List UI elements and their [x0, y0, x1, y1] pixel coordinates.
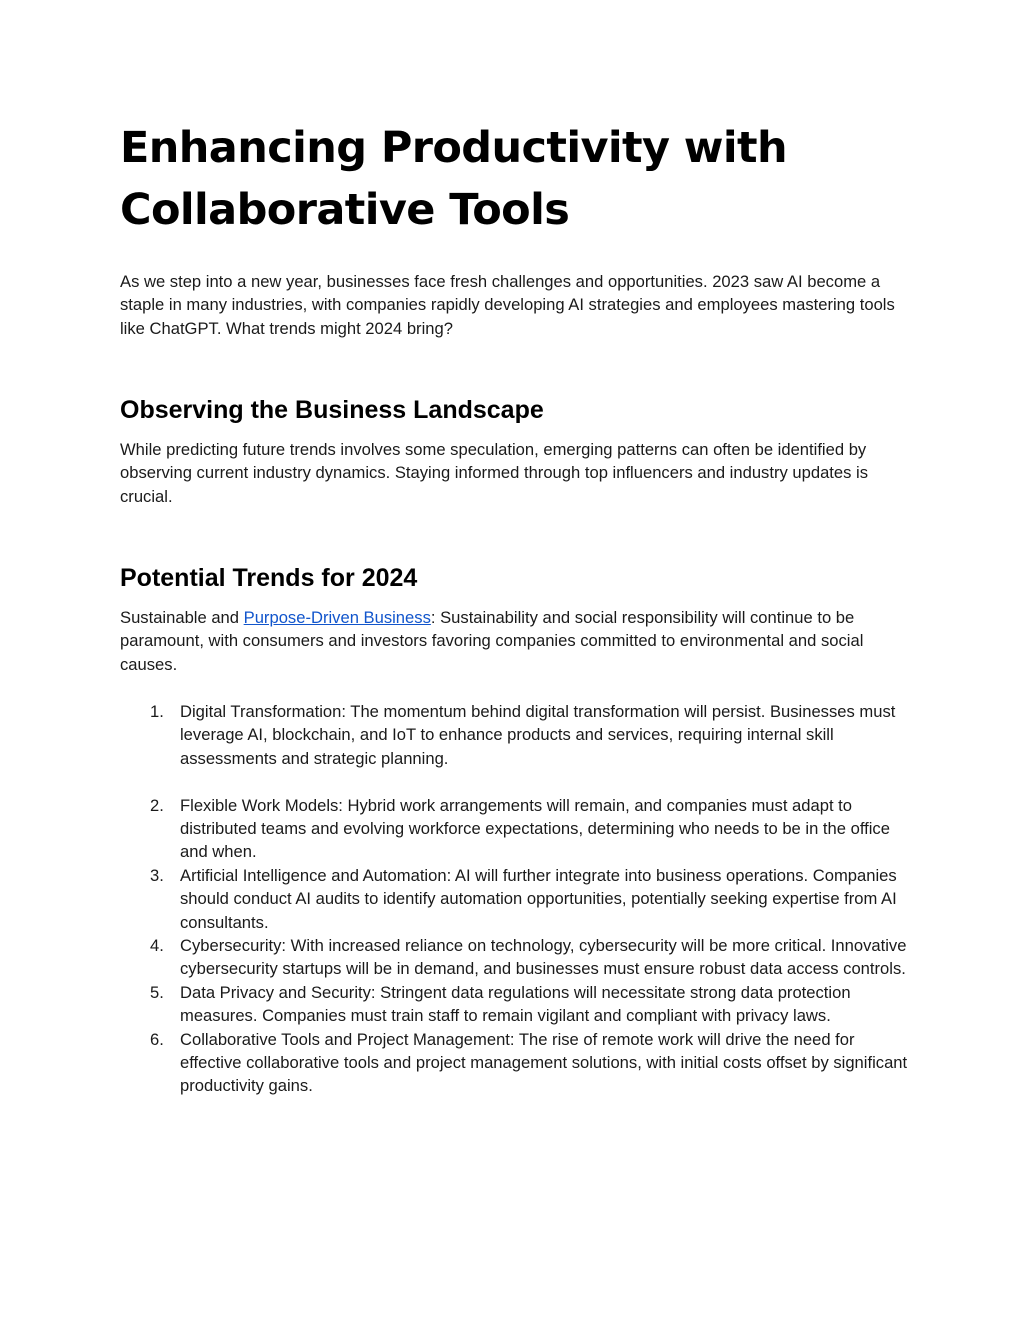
list-item-text: Flexible Work Models: Hybrid work arrangements will remain, and companies must adapt to distributed teams and evolving workforce expectations, determining who needs to be in the office and when. [180, 795, 890, 862]
list-item-number: 5. [150, 982, 164, 1002]
list-item [120, 794, 910, 864]
trends-body-prefix: Sustainable and [120, 608, 244, 627]
list-item [120, 864, 910, 934]
list-item [120, 700, 910, 770]
list-item-text: Collaborative Tools and Project Management: The rise of remote work will drive the need for effective collaborative tools and project management solutions, with initial costs offset by significant productivity gains. [180, 1029, 908, 1096]
list-item [120, 934, 910, 981]
list-item-number: 3. [150, 865, 164, 885]
list-item-text: Digital Transformation: The momentum behind digital transformation will persist. Businesses must leverage AI, blockchain, and IoT to enhance products and services, requiring internal skill assessments and strategic planning. [180, 702, 896, 768]
section-body-observing: While predicting future trends involves some speculation, emerging patterns can often be identified by observing current industry dynamics. Staying informed through top influencers and industry updates is crucial. [120, 440, 869, 506]
section-body-trends [120, 606, 905, 676]
intro-paragraph: As we step into a new year, businesses face fresh challenges and opportunities. 2023 saw AI become a staple in many industries, with companies rapidly developing AI strategies and employees mastering tools like ChatGPT. What trends might 2024 bring? [120, 272, 895, 338]
section-heading-observing: Observing the Business Landscape [120, 396, 544, 424]
list-item-number: 2. [150, 795, 164, 815]
list-item-number: 6. [150, 1029, 164, 1049]
list-item [120, 981, 910, 1028]
list-item-text: Data Privacy and Security: Stringent data regulations will necessitate strong data protection measures. Companies must train staff to remain vigilant and compliant with privacy laws. [180, 982, 851, 1026]
section-heading-trends: Potential Trends for 2024 [120, 564, 418, 592]
document-title: Enhancing Productivity with Collaborative Tools [120, 123, 788, 235]
trend-list [120, 700, 910, 1098]
list-item-text: Artificial Intelligence and Automation: AI will further integrate into business operations. Companies should conduct AI audits to identify automation opportunities, potentially seeking expertise from AI consultants. [180, 865, 897, 932]
trends-body-suffix: : Sustainability and social responsibility will continue to be paramount, with consumers and investors favoring companies committed to environmental and social causes. [120, 608, 864, 674]
list-item [120, 1028, 910, 1098]
list-item-number: 4. [150, 936, 164, 956]
purpose-driven-business-link[interactable]: Purpose-Driven Business [243, 608, 431, 627]
list-item-number: 1. [150, 702, 164, 721]
list-item-text: Cybersecurity: With increased reliance on technology, cybersecurity will be more critical. Innovative cybersecurity startups will be in demand, and businesses must ensure robust data access controls. [180, 936, 907, 979]
